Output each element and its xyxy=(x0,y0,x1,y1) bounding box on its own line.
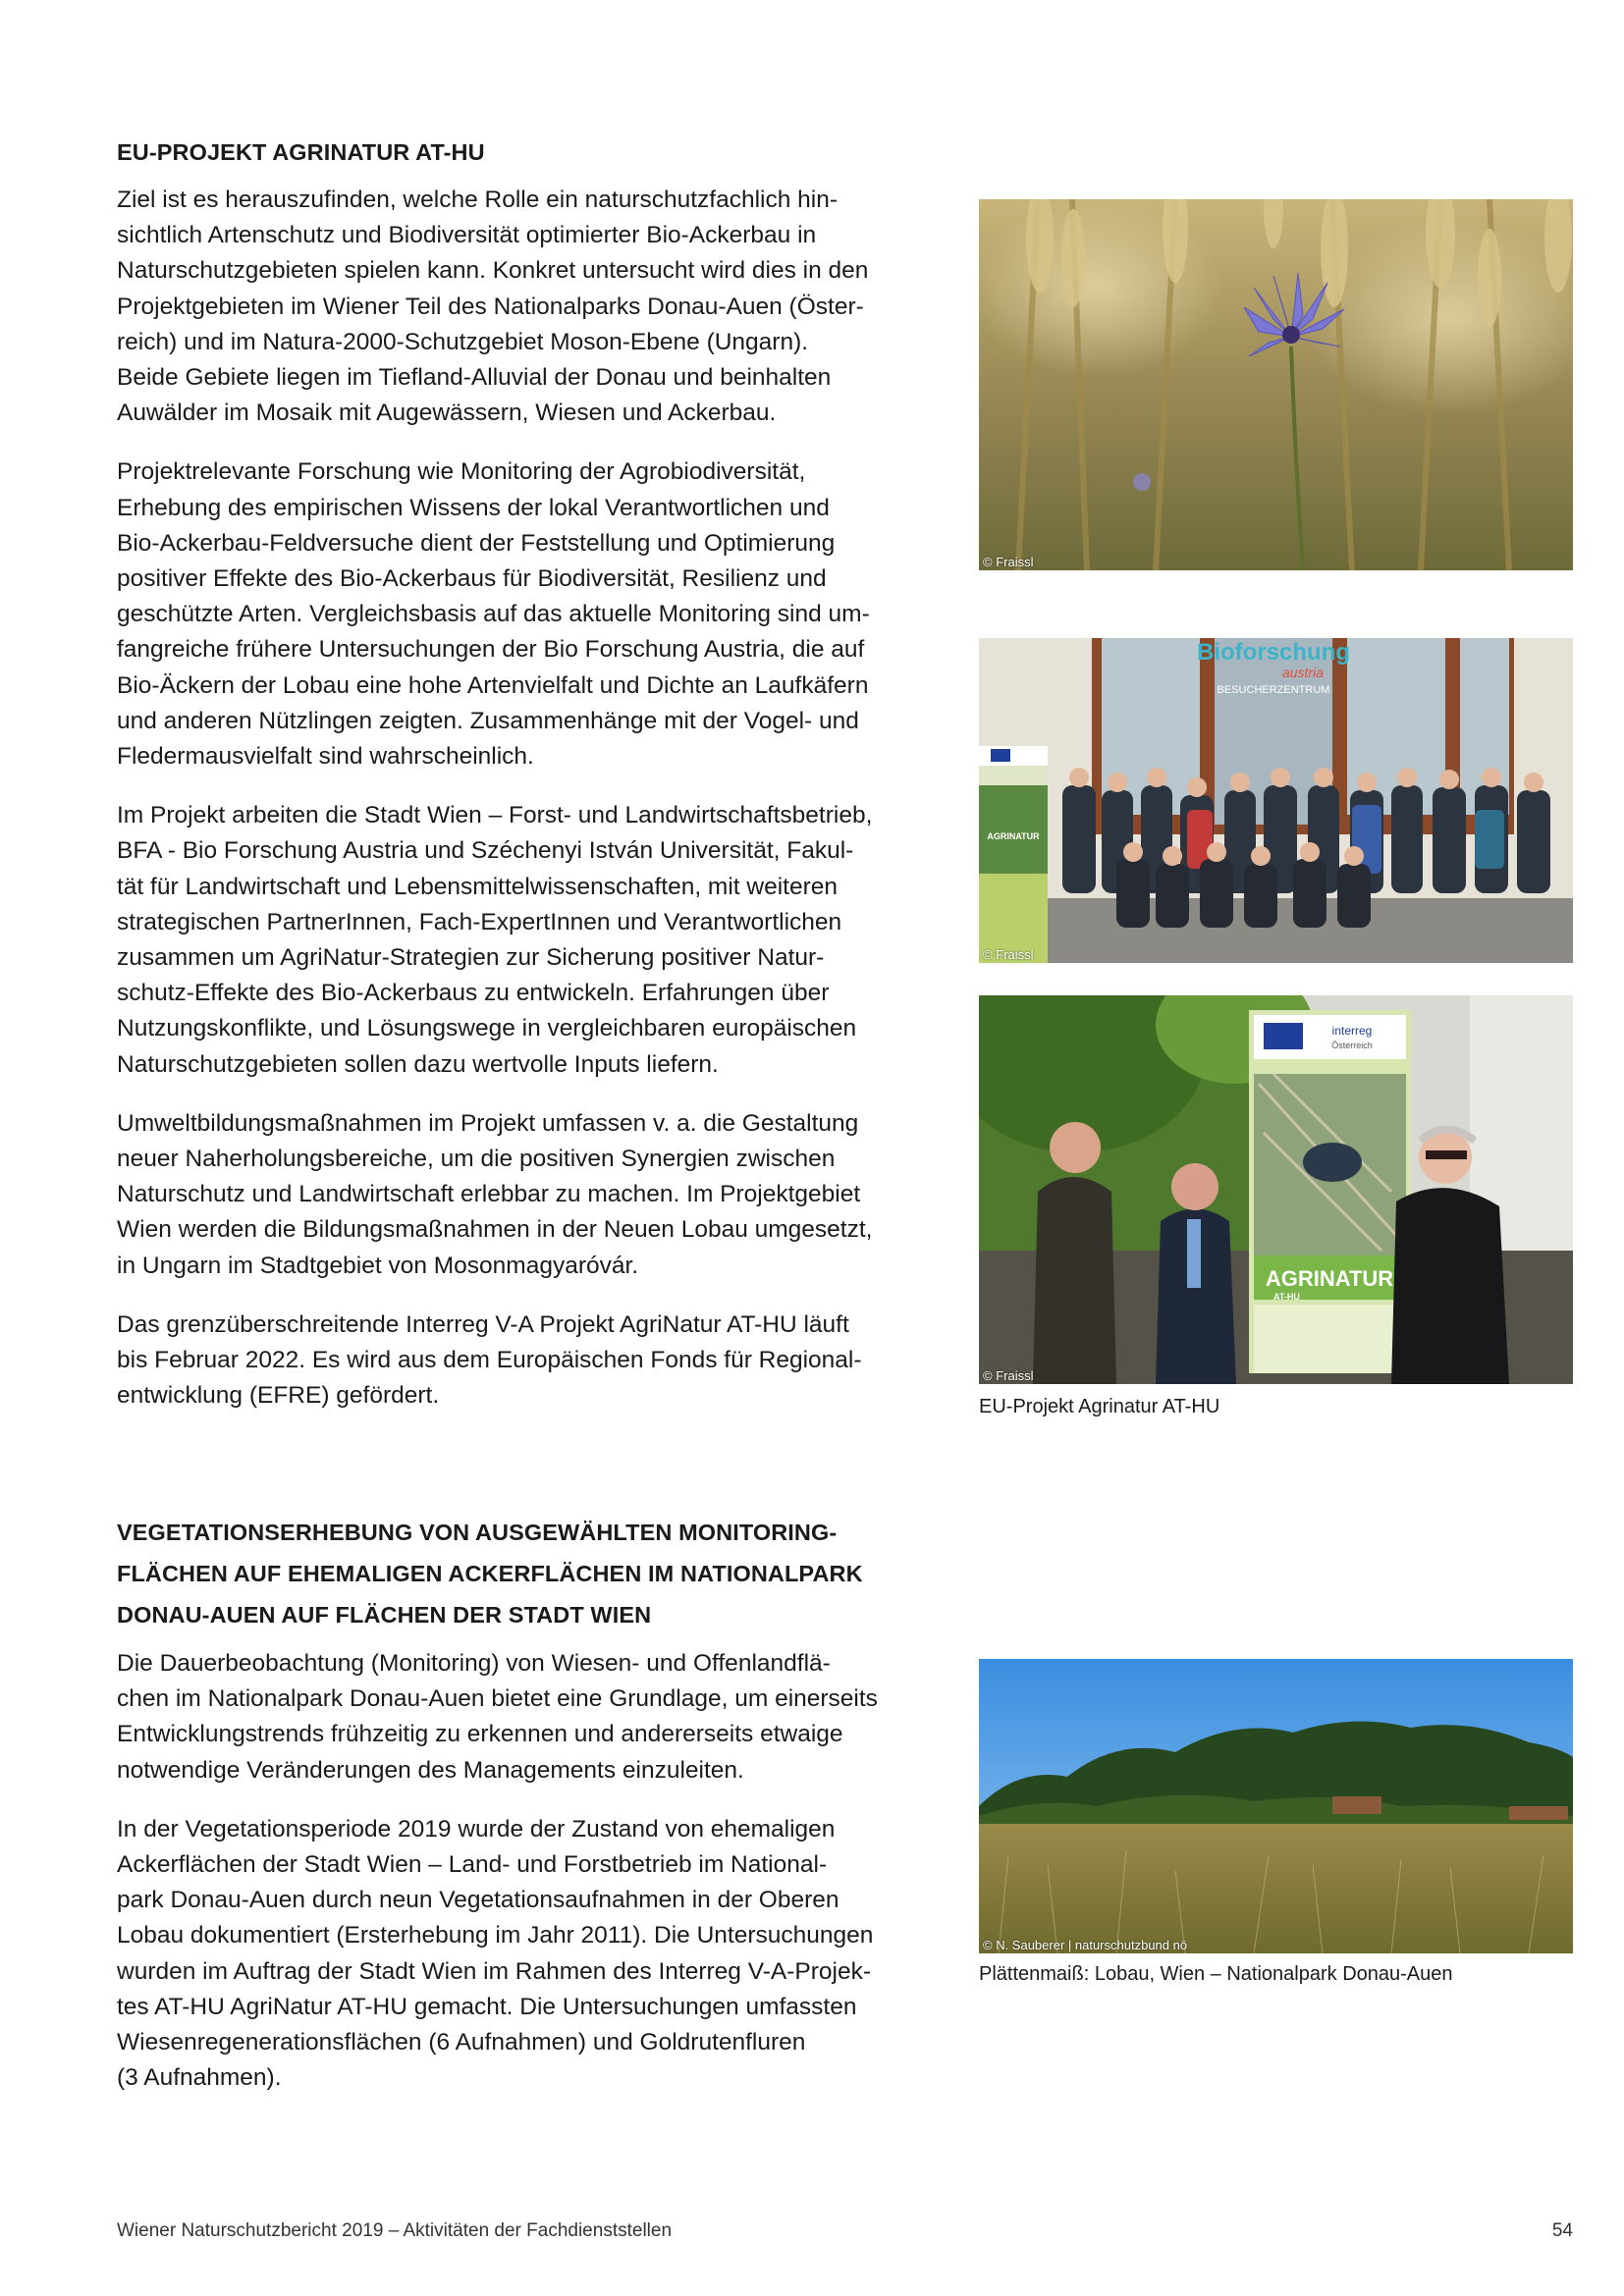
photo-three-men xyxy=(979,995,1573,1384)
meadow-image xyxy=(979,1659,1573,1953)
text-line: in Ungarn im Stadtgebiet von Mosonmagyaróvár. xyxy=(117,1252,639,1279)
heading-line: DONAU-AUEN AUF FLÄCHEN DER STADT WIEN xyxy=(117,1602,652,1628)
caption-meadow: Plättenmaiß: Lobau, Wien – Nationalpark Donau-Auen xyxy=(979,1963,1453,1985)
text-line: Das grenzüberschreitende Interreg V-A Projekt AgriNatur AT-HU läuft xyxy=(117,1310,849,1338)
heading-line: FLÄCHEN AUF EHEMALIGEN ACKERFLÄCHEN IM NATIONALPARK xyxy=(117,1561,863,1586)
text-line: notwendige Veränderungen des Managements einzuleiten. xyxy=(117,1756,744,1784)
photo-credit: © Fraissl xyxy=(983,1368,1034,1383)
text-line: Beide Gebiete liegen im Tiefland-Alluvial der Donau und beinhalten xyxy=(117,364,832,392)
text-line: wurden im Auftrag der Stadt Wien im Rahmen des Interreg V-A-Projek- xyxy=(117,1957,871,1985)
text-line: sichtlich Artenschutz und Biodiversität optimierter Bio-Ackerbau in xyxy=(117,222,817,249)
text-line: chen im Nationalpark Donau-Auen bietet eine Grundlage, um einerseits xyxy=(117,1685,878,1713)
text-line: Nutzungskonflikte, und Lösungswege in vergleichbaren europäischen xyxy=(117,1015,857,1042)
text-line: Auwälder im Mosaik mit Augewässern, Wiesen und Ackerbau. xyxy=(117,400,777,427)
photo-meadow xyxy=(979,1659,1573,1953)
text-line: Projektrelevante Forschung wie Monitoring der Agrobiodiversität, xyxy=(117,458,806,486)
text-line: zusammen um AgriNatur-Strategien zur Sicherung positiver Natur- xyxy=(117,944,825,972)
banner-subtitle: AT-HU xyxy=(1273,1292,1300,1302)
paragraph xyxy=(117,1812,932,2097)
text-line: tes AT-HU AgriNatur AT-HU gemacht. Die Untersuchungen umfassten xyxy=(117,1993,857,2020)
text-line: Entwicklungstrends frühzeitig zu erkennen und andererseits etwaige xyxy=(117,1721,843,1748)
photo-cornflower xyxy=(979,199,1573,570)
text-line: Umweltbildungsmaßnahmen im Projekt umfassen v. a. die Gestaltung xyxy=(117,1109,859,1137)
sign-text-besucherzentrum: BESUCHERZENTRUM xyxy=(1217,684,1330,696)
photo-credit: © N. Sauberer | naturschutzbund nö xyxy=(983,1938,1188,1952)
text-line: Ziel ist es herauszufinden, welche Rolle ein naturschutzfachlich hin- xyxy=(117,187,839,213)
text-line: tät für Landwirtschaft und Lebensmittelwissenschaften, mit weiteren xyxy=(117,873,839,900)
paragraph xyxy=(117,1106,932,1284)
text-line: bis Februar 2022. Es wird aus dem Europäischen Fonds für Regional- xyxy=(117,1347,862,1374)
text-line: Die Dauerbeobachtung (Monitoring) von Wiesen- und Offenlandflä- xyxy=(117,1650,831,1677)
cornflower-image xyxy=(979,199,1573,570)
section-body-agrinatur xyxy=(117,183,932,1415)
sign-text-austria: austria xyxy=(1281,665,1325,680)
text-line: Bio-Äckern der Lobau eine hohe Artenvielfalt und Dichte an Laufkäfern xyxy=(117,671,869,699)
text-line: Ackerflächen der Stadt Wien – Land- und Forstbetrieb im National- xyxy=(117,1851,828,1879)
text-line: Naturschutzgebieten spielen kann. Konkret untersucht wird dies in den xyxy=(117,257,869,285)
text-line: strategischen PartnerInnen, Fach-ExpertInnen und Verantwortlichen xyxy=(117,908,842,935)
page-number: 54 xyxy=(1551,2220,1573,2241)
text-line: reich) und im Natura-2000-Schutzgebiet Moson-Ebene (Ungarn). xyxy=(117,328,809,355)
paragraph xyxy=(117,454,932,774)
banner-text: AGRINATUR xyxy=(987,831,1040,841)
paragraph xyxy=(117,183,932,431)
photo-group xyxy=(979,638,1573,963)
photo-credit: © Fraissl xyxy=(983,555,1034,569)
heading-line: VEGETATIONSERHEBUNG VON AUSGEWÄHLTEN MONITORING- xyxy=(117,1520,838,1545)
paragraph xyxy=(117,1308,932,1415)
text-line: Bio-Ackerbau-Feldversuche dient der Feststellung und Optimierung xyxy=(117,529,836,557)
section-heading-vegetationserhebung xyxy=(117,1512,932,1635)
text-line: Wien werden die Bildungsmaßnahmen in der Neuen Lobau umgesetzt, xyxy=(117,1216,873,1244)
paragraph xyxy=(117,1646,932,1789)
text-line: BFA - Bio Forschung Austria und Széchenyi István Universität, Fakul- xyxy=(117,837,854,865)
three-men-image xyxy=(979,995,1573,1384)
text-line: Naturschutzgebieten sollen dazu wertvolle Inputs liefern. xyxy=(117,1050,719,1078)
text-line: Im Projekt arbeiten die Stadt Wien – Forst- und Landwirtschaftsbetrieb, xyxy=(117,802,873,829)
text-line: geschützte Arten. Vergleichsbasis auf das aktuelle Monitoring sind um- xyxy=(117,601,870,628)
section-agrinatur xyxy=(117,132,932,1438)
text-line: und anderen Nützlingen zeigten. Zusammenhänge mit der Vogel- und xyxy=(117,707,859,734)
group-image xyxy=(979,638,1573,963)
text-line: In der Vegetationsperiode 2019 wurde der Zustand von ehemaligen xyxy=(117,1815,836,1842)
text-line: Fledermausvielfalt sind wahrscheinlich. xyxy=(117,743,534,771)
text-line: Erhebung des empirischen Wissens der lokal Verantwortlichen und xyxy=(117,494,830,521)
banner-title: AGRINATUR xyxy=(1265,1266,1394,1291)
banner-logo-subtext: Österreich xyxy=(1331,1041,1373,1050)
text-line: entwicklung (EFRE) gefördert. xyxy=(117,1382,440,1410)
section-vegetationserhebung xyxy=(117,1512,932,2119)
text-line: Wiesenregenerationsflächen (6 Aufnahmen) und Goldrutenfluren xyxy=(117,2029,806,2056)
text-line: schutz-Effekte des Bio-Ackerbaus zu entwickeln. Erfahrungen über xyxy=(117,980,830,1007)
text-line: (3 Aufnahmen). xyxy=(117,2064,282,2092)
text-line: Naturschutz und Landwirtschaft erlebbar zu machen. Im Projektgebiet xyxy=(117,1181,861,1208)
text-line: neuer Naherholungsbereiche, um die positiven Synergien zwischen xyxy=(117,1146,836,1173)
section-body-vegetationserhebung xyxy=(117,1646,932,2096)
text-line: Lobau dokumentiert (Ersterhebung im Jahr 2011). Die Untersuchungen xyxy=(117,1922,874,1949)
sign-text-bioforschung: Bioforschung xyxy=(1197,639,1350,666)
text-line: Projektgebieten im Wiener Teil des Nationalparks Donau-Auen (Öster- xyxy=(117,293,864,320)
paragraph xyxy=(117,798,932,1083)
caption-project: EU-Projekt Agrinatur AT-HU xyxy=(979,1396,1220,1417)
text-line: park Donau-Auen durch neun Vegetationsaufnahmen in der Oberen xyxy=(117,1887,839,1914)
banner-logo-text: interreg xyxy=(1331,1024,1373,1038)
photo-credit: © Fraissl xyxy=(983,947,1034,962)
text-line: fangreiche frühere Untersuchungen der Bio Forschung Austria, die auf xyxy=(117,636,865,664)
text-line: positiver Effekte des Bio-Ackerbaus für Biodiversität, Resilienz und xyxy=(117,565,827,593)
section-heading-agrinatur: EU-PROJEKT AGRINATUR AT-HU xyxy=(117,139,485,165)
footer-title: Wiener Naturschutzbericht 2019 – Aktivitäten der Fachdienststellen xyxy=(117,2220,673,2241)
